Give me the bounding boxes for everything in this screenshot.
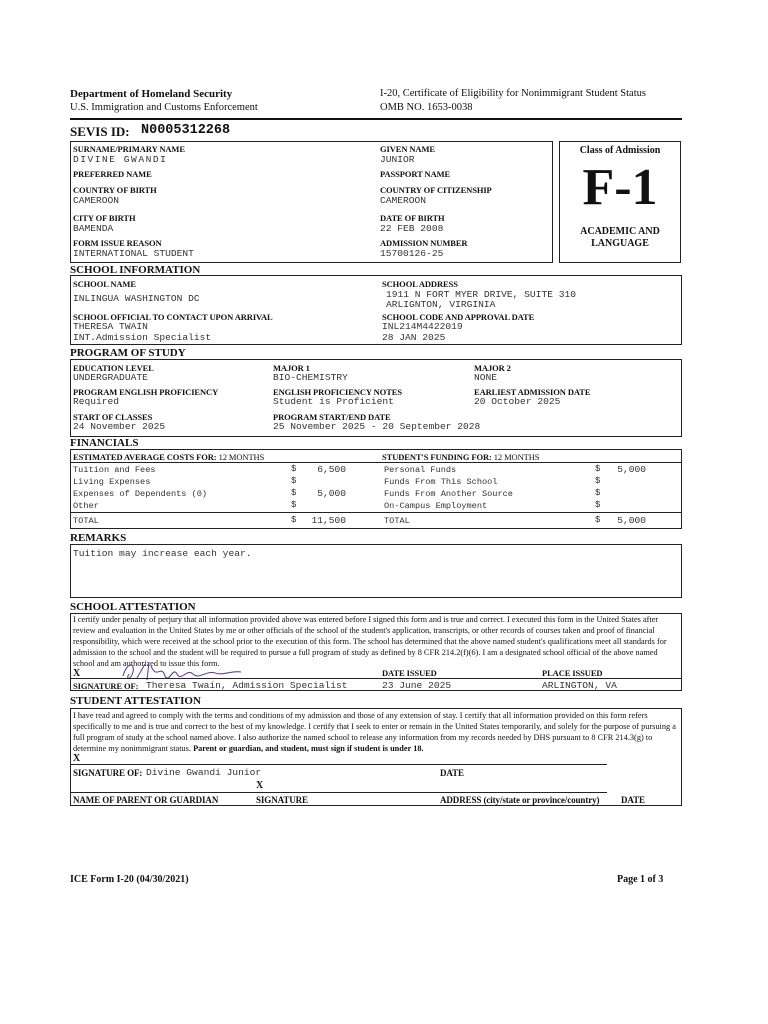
costs-label: ESTIMATED AVERAGE COSTS FOR: [73,452,217,462]
earliest-admission-value: 20 October 2025 [474,396,561,407]
footer-form-id: ICE Form I-20 (04/30/2021) [70,874,189,885]
sevis-id: N0005312268 [141,123,231,138]
approval-date-value: 28 JAN 2025 [382,332,446,343]
funding-currency-personal: $ [595,464,601,474]
earliest-admission-label: EARLIEST ADMISSION DATE [474,387,591,397]
cost-currency-dependents: $ [291,488,297,498]
student-attestation-text [73,710,679,754]
student-attestation-body: I have read and agreed to comply with the terms and conditions of my admission and those of any extension of stay. I certify that all information provided on this form refers specifically to me and is true and correct to the best of my knowledge. I certify that I seek to enter or remain in the United States temporarily, and solely for the purpose of pursuing a full program of study at the school named above. I also authorize the named school to release any information from my records needed by DHS pursuant to 8 CFR 214.3(g) to determine my nonimmigrant status. [73,711,676,753]
education-level-label: EDUCATION LEVEL [73,363,154,373]
student-date-label: DATE [440,768,464,778]
dept-name: Department of Homeland Security [70,88,233,100]
parent-sig-x: X [256,780,264,791]
school-code-value: INL214M4422019 [382,321,463,332]
school-attestation-heading: SCHOOL ATTESTATION [70,601,196,613]
parent-name-label: NAME OF PARENT OR GUARDIAN [73,795,219,805]
major2-value: NONE [474,372,498,383]
english-notes-value: Student is Proficient [273,396,394,407]
agency-name: U.S. Immigration and Customs Enforcement [70,102,258,113]
school-sig-line [70,678,682,679]
funding-label-school: Funds From This School [384,477,498,487]
class-of-admission-value: F-1 [582,159,658,216]
cost-currency-living: $ [291,476,297,486]
major1-value: BIO-CHEMISTRY [273,372,348,383]
program-heading: PROGRAM OF STUDY [70,347,186,359]
funding-label-campus: On-Campus Employment [384,501,488,511]
citizenship-label: COUNTRY OF CITIZENSHIP [380,185,492,195]
class-desc-line2: LANGUAGE [591,238,649,249]
program-dates-value: 25 November 2025 - 20 September 2028 [273,421,481,432]
english-notes-label: ENGLISH PROFICIENCY NOTES [273,387,402,397]
program-dates-label: PROGRAM START/END DATE [273,412,391,422]
parent-sig-line [70,792,607,793]
funding-total-currency: $ [595,515,601,525]
parent-signature-label: SIGNATURE [256,795,308,805]
costs-period: 12 MONTHS [218,452,265,462]
cost-amount-dependents: 5,000 [317,488,346,499]
surname-label: SURNAME/PRIMARY NAME [73,144,185,154]
class-desc-line1: ACADEMIC AND [580,226,660,237]
date-of-birth-value: 22 FEB 2008 [380,223,444,234]
funding-currency-another: $ [595,488,601,498]
admission-number-value: 15700126-25 [380,248,444,259]
class-of-admission-label: Class of Admission [579,145,661,156]
footer-page-number: Page 1 of 3 [617,874,664,885]
school-sig-name: Theresa Twain, Admission Specialist [146,680,348,691]
given-name-value: JUNIOR [380,154,415,165]
surname-value: DIVINE GWANDI [73,154,168,165]
school-address-label: SCHOOL ADDRESS [382,279,458,289]
school-official-label: SCHOOL OFFICIAL TO CONTACT UPON ARRIVAL [73,312,273,322]
student-sig-name: Divine Gwandi Junior [146,767,262,778]
parent-date-label: DATE [621,795,645,805]
funding-total-label: TOTAL [384,516,410,526]
start-of-classes-label: START OF CLASSES [73,412,153,422]
student-sig-x: X [73,753,81,764]
cost-label-living: Living Expenses [73,477,151,487]
english-proficiency-label: PROGRAM ENGLISH PROFICIENCY [73,387,219,397]
remarks-heading: REMARKS [70,532,127,544]
school-name-value: INLINGUA WASHINGTON DC [73,293,200,304]
date-issued-value: 23 June 2025 [382,680,452,691]
funding-label: STUDENT'S FUNDING FOR: [382,452,492,462]
financials-heading: FINANCIALS [70,437,139,449]
school-sig-label: SIGNATURE OF: [73,681,139,691]
school-name-label: SCHOOL NAME [73,279,136,289]
school-info-heading: SCHOOL INFORMATION [70,264,201,276]
citizenship-value: CAMEROON [380,195,427,206]
financials-divider [70,462,682,463]
financials-total-divider [70,512,682,513]
given-name-label: GIVEN NAME [380,144,435,154]
school-attestation-text: I certify under penalty of perjury that all information provided above was entered before I signed this form and is true and correct. I executed this form in the United States after review and evaluation in the United States by me or other officials of the school of the student's application, transcripts, or other records of courses taken and proof of financial responsibility, which were received at the school prior to the execution of this form. The school has determined that the above named student's qualifications meet all standards for admission to the school and the student will be required to pursue a full program of study as defined by 8 CFR 214.2(f)(6). I am a designated school official of the above named school and am authorized to issue this form. [73,615,667,668]
start-of-classes-value: 24 November 2025 [73,421,166,432]
remarks-text: Tuition may increase each year. [73,548,252,559]
cost-currency-other: $ [291,500,297,510]
admission-number-label: ADMISSION NUMBER [380,238,468,248]
cost-label-other: Other [73,501,99,511]
school-code-label: SCHOOL CODE AND APPROVAL DATE [382,312,535,322]
education-level-value: UNDERGRADUATE [73,372,148,383]
school-address-line2: ARLIGNTON, VIRGINIA [386,299,496,310]
city-of-birth-value: BAMENDA [73,223,114,234]
city-of-birth-label: CITY OF BIRTH [73,213,136,223]
student-attestation-heading: STUDENT ATTESTATION [70,695,201,707]
english-proficiency-value: Required [73,396,120,407]
funding-header [382,452,539,462]
funding-amount-personal: 5,000 [617,464,646,475]
funding-label-personal: Personal Funds [384,465,457,475]
student-sig-line [70,764,607,765]
funding-currency-campus: $ [595,500,601,510]
costs-total-amount: 11,500 [311,515,346,526]
student-attestation-bold: Parent or guardian, and student, must sign if student is under 18. [193,744,424,753]
omb-number: OMB NO. 1653-0038 [380,102,473,113]
issue-reason-label: FORM ISSUE REASON [73,238,162,248]
cost-amount-tuition: 6,500 [317,464,346,475]
costs-total-currency: $ [291,515,297,525]
student-sig-label: SIGNATURE OF: [73,768,143,778]
funding-currency-school: $ [595,476,601,486]
place-issued-label: PLACE ISSUED [542,668,603,678]
form-title: I-20, Certificate of Eligibility for Nonimmigrant Student Status [380,88,646,99]
place-issued-value: ARLINGTON, VA [542,680,617,691]
parent-address-label: ADDRESS (city/state or province/country) [440,795,600,805]
cost-label-dependents: Expenses of Dependents (0) [73,489,208,499]
date-issued-label: DATE ISSUED [382,668,437,678]
school-official-name: THERESA TWAIN [73,321,148,332]
cost-currency-tuition: $ [291,464,297,474]
funding-total-amount: 5,000 [617,515,646,526]
issue-reason-value: INTERNATIONAL STUDENT [73,248,194,259]
major1-label: MAJOR 1 [273,363,310,373]
school-official-title: INT.Admission Specialist [73,332,212,343]
school-sig-x: X [73,668,81,679]
passport-name-label: PASSPORT NAME [380,169,451,179]
sevis-label: SEVIS ID: [70,124,130,139]
costs-header [73,452,264,462]
school-address-line1: 1911 N FORT MYER DRIVE, SUITE 310 [386,289,576,300]
country-of-birth-value: CAMEROON [73,195,120,206]
costs-total-label: TOTAL [73,516,99,526]
funding-period: 12 MONTHS [493,452,540,462]
country-of-birth-label: COUNTRY OF BIRTH [73,185,157,195]
date-of-birth-label: DATE OF BIRTH [380,213,445,223]
funding-label-another: Funds From Another Source [384,489,513,499]
major2-label: MAJOR 2 [474,363,511,373]
header-rule [70,118,682,120]
preferred-name-label: PREFERRED NAME [73,169,152,179]
cost-label-tuition: Tuition and Fees [73,465,156,475]
